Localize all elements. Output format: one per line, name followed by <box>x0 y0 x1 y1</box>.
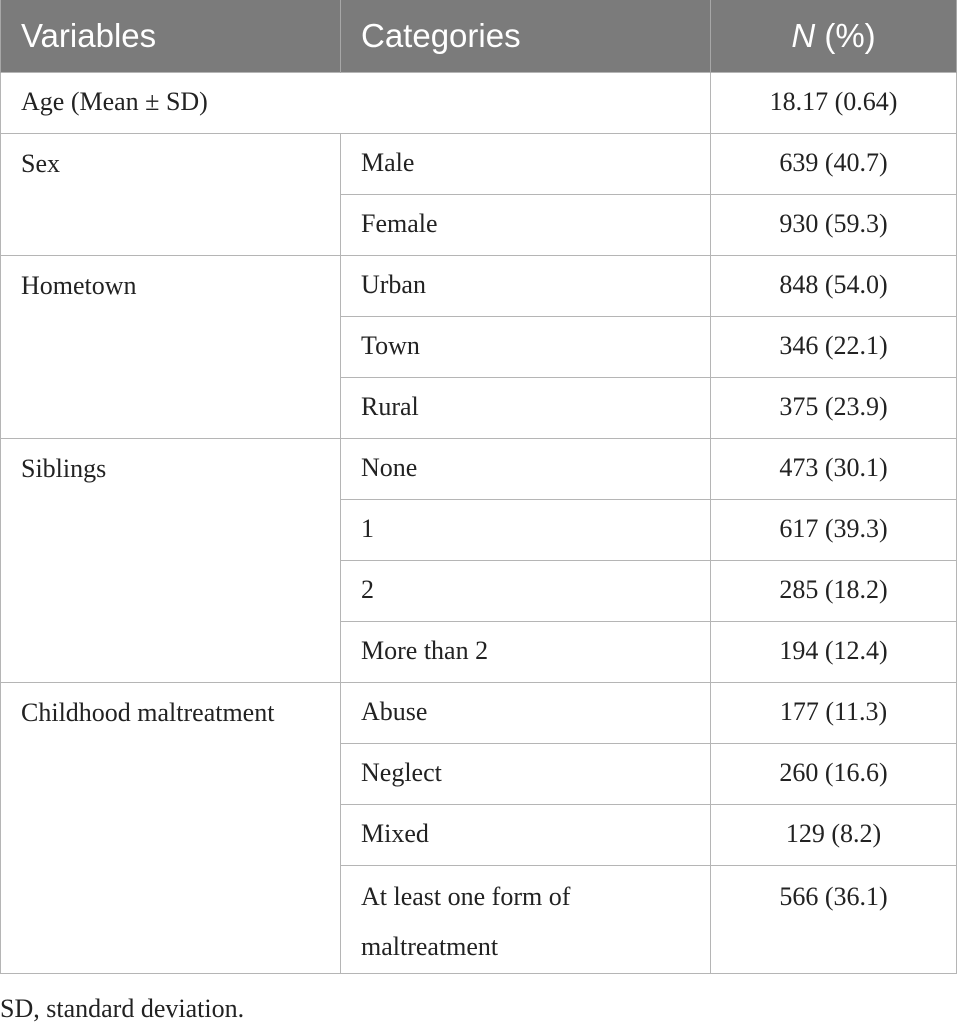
category-cell: Rural <box>341 377 711 438</box>
value-cell: 617 (39.3) <box>711 499 957 560</box>
value-cell: 848 (54.0) <box>711 255 957 316</box>
category-cell: Town <box>341 316 711 377</box>
table-row-age <box>1 72 957 133</box>
category-cell: Female <box>341 194 711 255</box>
value-cell: 346 (22.1) <box>711 316 957 377</box>
table-row <box>1 682 957 743</box>
value-cell: 473 (30.1) <box>711 438 957 499</box>
header-n-percent <box>711 0 957 72</box>
category-cell <box>341 865 711 973</box>
category-cell: Male <box>341 133 711 194</box>
age-label: Age (Mean ± SD) <box>1 72 711 133</box>
header-percent: (%) <box>815 16 876 54</box>
value-cell: 566 (36.1) <box>711 865 957 973</box>
header-n: N <box>791 16 816 54</box>
value-cell: 375 (23.9) <box>711 377 957 438</box>
value-cell: 930 (59.3) <box>711 194 957 255</box>
header-categories: Categories <box>341 0 711 72</box>
siblings-label: Siblings <box>1 438 341 682</box>
category-cell: 1 <box>341 499 711 560</box>
sex-label: Sex <box>1 133 341 255</box>
category-cell: Neglect <box>341 743 711 804</box>
value-cell: 177 (11.3) <box>711 682 957 743</box>
category-cell: Abuse <box>341 682 711 743</box>
value-cell: 129 (8.2) <box>711 804 957 865</box>
age-value: 18.17 (0.64) <box>711 72 957 133</box>
category-line-2: maltreatment <box>361 932 499 962</box>
table-row <box>1 133 957 194</box>
value-cell: 194 (12.4) <box>711 621 957 682</box>
table-header-row <box>1 0 957 72</box>
maltreatment-label: Childhood maltreatment <box>1 682 341 973</box>
table-row <box>1 255 957 316</box>
value-cell: 260 (16.6) <box>711 743 957 804</box>
header-variables: Variables <box>1 0 341 72</box>
category-cell: Urban <box>341 255 711 316</box>
category-cell: 2 <box>341 560 711 621</box>
hometown-label: Hometown <box>1 255 341 438</box>
value-cell: 285 (18.2) <box>711 560 957 621</box>
table-row <box>1 438 957 499</box>
category-cell: None <box>341 438 711 499</box>
category-cell: Mixed <box>341 804 711 865</box>
table-footnote: SD, standard deviation. <box>0 994 245 1023</box>
category-cell: More than 2 <box>341 621 711 682</box>
value-cell: 639 (40.7) <box>711 133 957 194</box>
category-line-1: At least one form of <box>361 881 571 911</box>
